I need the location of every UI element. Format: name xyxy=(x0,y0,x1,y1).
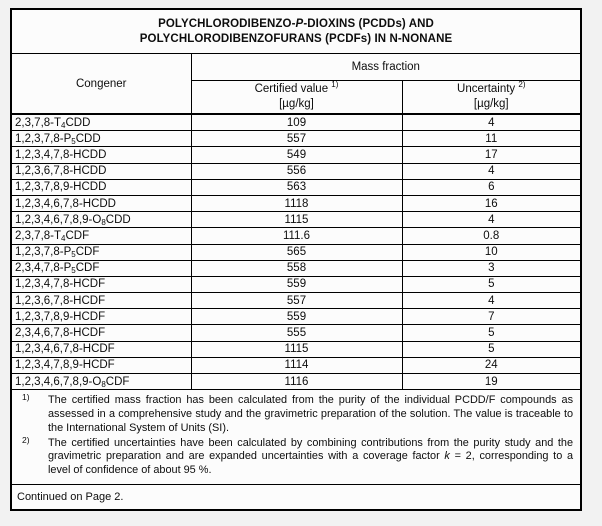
certified-value-column-header: Certified value $^{1)}$ [µg/kg] xyxy=(191,81,402,115)
uncertainty-value: 5 xyxy=(402,276,581,292)
table-row xyxy=(11,228,581,244)
table-row xyxy=(11,309,581,325)
congener-name: 1,2,3,6,7,8-HCDD xyxy=(11,163,191,179)
uncertainty-value: 5 xyxy=(402,341,581,357)
certified-value: 559 xyxy=(191,276,402,292)
footnote-ref-1: 1) xyxy=(331,80,339,90)
continued-note: Continued on Page 2. xyxy=(11,485,581,511)
footnote-text: The certified mass fraction has been calculated from the purity of the individual PCDD/F compounds as assessed in a comprehensive study and the gravimetric preparation of the solution. The value is traceable to the International System of Units (SI). xyxy=(48,394,574,434)
table-row xyxy=(11,293,581,309)
congener-name: $2,3,7,8-T_4CDF$ xyxy=(11,228,191,244)
congener-name: 1,2,3,4,7,8,9-HCDF xyxy=(11,357,191,373)
congener-name: $1,2,3,7,8-P_5CDF$ xyxy=(11,244,191,260)
congener-name: $1,2,3,4,6,7,8,9-O_8CDD$ xyxy=(11,212,191,228)
footnote-marker: 1) xyxy=(22,392,30,403)
certified-value-unit: [µg/kg] xyxy=(279,98,314,110)
table-row xyxy=(11,244,581,260)
table-row xyxy=(11,325,581,341)
table-row xyxy=(11,147,581,163)
congener-name: 1,2,3,4,7,8-HCDF xyxy=(11,276,191,292)
certified-value: 556 xyxy=(191,163,402,179)
uncertainty-column-header: Uncertainty $^{2)}$ [µg/kg] xyxy=(402,81,581,115)
footnote xyxy=(21,434,574,478)
certified-value: 1116 xyxy=(191,374,402,390)
footnote-marker: 2) xyxy=(22,434,30,445)
congener-name: 1,2,3,7,8,9-HCDF xyxy=(11,309,191,325)
uncertainty-unit: [µg/kg] xyxy=(473,98,509,110)
certified-value: 1118 xyxy=(191,195,402,211)
table-title xyxy=(11,9,581,54)
table-row xyxy=(11,212,581,228)
certified-values-table xyxy=(10,8,582,511)
table-row xyxy=(11,195,581,211)
title-line1: POLYCHLORODIBENZO-P-DIOXINS (PCDDs) AND xyxy=(158,17,434,30)
congener-name: $1,2,3,4,6,7,8,9-O_8CDF$ xyxy=(11,374,191,390)
uncertainty-value: 4 xyxy=(402,212,581,228)
uncertainty-value: 4 xyxy=(402,293,581,309)
footnotes-section xyxy=(11,390,581,485)
congener-name: 1,2,3,6,7,8-HCDF xyxy=(11,293,191,309)
uncertainty-value: 10 xyxy=(402,244,581,260)
congener-name: $2,3,4,7,8-P_5CDF$ xyxy=(11,260,191,276)
certified-value: 555 xyxy=(191,325,402,341)
table-row xyxy=(11,260,581,276)
title-row xyxy=(11,9,581,54)
certified-value: 1115 xyxy=(191,341,402,357)
footnote xyxy=(21,394,574,435)
uncertainty-value: 6 xyxy=(402,179,581,195)
title-line2: POLYCHLORODIBENZOFURANS (PCDFs) IN N-NONANE xyxy=(139,32,453,45)
certified-value: 549 xyxy=(191,147,402,163)
certified-value: 1115 xyxy=(191,212,402,228)
footnote-text: The certified uncertainties have been calculated by combining contributions from the purity study and the gravimetric preparation and are expanded uncertainties with a coverage factor k = 2, corresponding to a level of confidence of about 95 %. xyxy=(48,436,574,477)
congener-name: 1,2,3,4,7,8-HCDD xyxy=(11,147,191,163)
table-row xyxy=(11,276,581,292)
certified-value: 557 xyxy=(191,293,402,309)
header-row-group xyxy=(11,54,581,81)
mass-fraction-header: Mass fraction xyxy=(191,54,581,81)
table-row xyxy=(11,114,581,131)
continued-row xyxy=(11,485,581,511)
certified-value: 557 xyxy=(191,131,402,147)
congener-name: 1,2,3,4,6,7,8-HCDF xyxy=(11,341,191,357)
congener-name: 1,2,3,4,6,7,8-HCDD xyxy=(11,195,191,211)
table-row xyxy=(11,374,581,390)
footnotes-row xyxy=(11,390,581,485)
uncertainty-value: 24 xyxy=(402,357,581,373)
certified-value: 565 xyxy=(191,244,402,260)
congener-name: 1,2,3,7,8,9-HCDD xyxy=(11,179,191,195)
certified-value: 111.6 xyxy=(191,228,402,244)
congener-name: $1,2,3,7,8-P_5CDD$ xyxy=(11,131,191,147)
congener-column-header: Congener xyxy=(11,54,191,115)
uncertainty-value: 0.8 xyxy=(402,228,581,244)
uncertainty-value: 7 xyxy=(402,309,581,325)
footnote-ref-2: 2) xyxy=(518,80,526,90)
certified-value: 559 xyxy=(191,309,402,325)
uncertainty-value: 17 xyxy=(402,147,581,163)
certified-value: 558 xyxy=(191,260,402,276)
uncertainty-value: 4 xyxy=(402,163,581,179)
table-row xyxy=(11,163,581,179)
uncertainty-value: 11 xyxy=(402,131,581,147)
table-row xyxy=(11,179,581,195)
certified-value: 109 xyxy=(191,114,402,131)
table-row xyxy=(11,357,581,373)
table-row xyxy=(11,131,581,147)
uncertainty-value: 4 xyxy=(402,114,581,131)
congener-name: $2,3,7,8-T_4CDD$ xyxy=(11,114,191,131)
certified-value: 563 xyxy=(191,179,402,195)
uncertainty-value: 3 xyxy=(402,260,581,276)
certified-value: 1114 xyxy=(191,357,402,373)
uncertainty-value: 19 xyxy=(402,374,581,390)
uncertainty-value: 16 xyxy=(402,195,581,211)
table-row xyxy=(11,341,581,357)
congener-name: 2,3,4,6,7,8-HCDF xyxy=(11,325,191,341)
uncertainty-value: 5 xyxy=(402,325,581,341)
